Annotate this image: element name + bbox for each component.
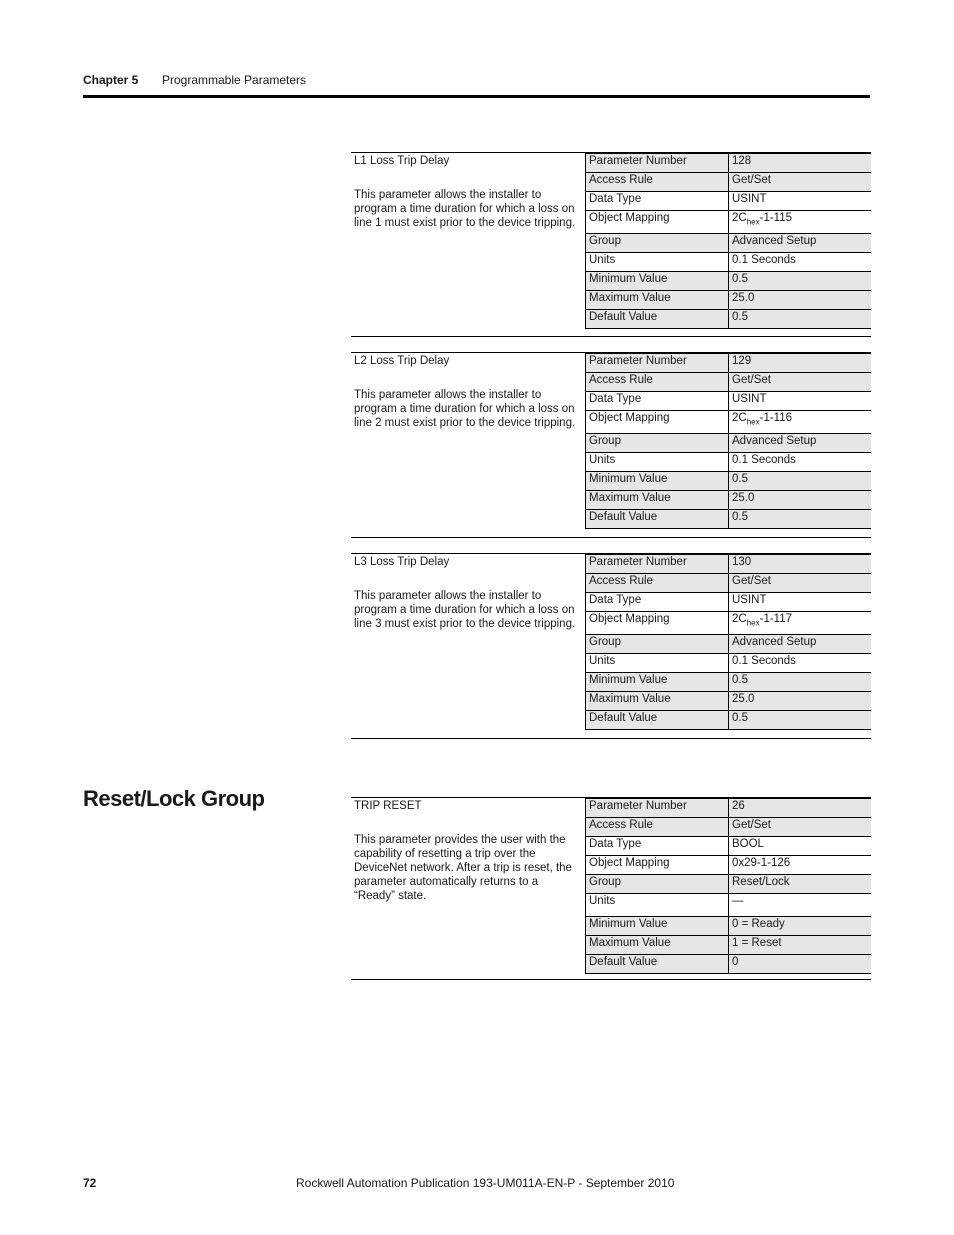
param-description: This parameter allows the installer to program a time duration for which a loss on line 2 must exist prior to the device tripping. — [354, 389, 576, 429]
attr-key: Access Rule — [586, 817, 729, 836]
param-name: TRIP RESET — [354, 800, 422, 812]
table-row — [586, 935, 872, 954]
table-row — [586, 817, 872, 836]
attr-value: 0.5 — [729, 672, 872, 691]
attr-value: — — [729, 893, 872, 916]
table-row — [586, 410, 872, 433]
attr-value: Get/Set — [729, 372, 872, 391]
attr-key: Units — [586, 252, 729, 271]
page-number: 72 — [83, 1176, 97, 1190]
mapping-subscript: hex — [746, 416, 760, 426]
table-row — [586, 210, 872, 233]
param-description-cell — [351, 797, 585, 903]
attr-value: Advanced Setup — [729, 634, 872, 653]
attr-value: 0 — [729, 954, 872, 973]
table-row — [586, 172, 872, 191]
mapping-suffix: -1-115 — [759, 211, 792, 224]
attr-value: Get/Set — [729, 172, 872, 191]
param-block-trip-reset — [351, 797, 871, 980]
param-description-cell — [351, 553, 585, 631]
attr-value: 0.5 — [729, 271, 872, 290]
attr-key: Access Rule — [586, 172, 729, 191]
attr-key: Data Type — [586, 191, 729, 210]
attr-key: Object Mapping — [586, 210, 729, 233]
param-attributes-table — [585, 797, 871, 974]
param-name: L2 Loss Trip Delay — [354, 355, 450, 367]
table-row — [586, 233, 872, 252]
param-attributes-table — [585, 152, 871, 329]
param-name: L3 Loss Trip Delay — [354, 556, 450, 568]
attr-key: Minimum Value — [586, 271, 729, 290]
table-row — [586, 391, 872, 410]
attr-value: 0.5 — [729, 309, 872, 328]
param-attributes-table — [585, 553, 871, 730]
table-row — [586, 954, 872, 973]
table-row — [586, 433, 872, 452]
attr-value: 25.0 — [729, 290, 872, 309]
attr-value: 0.1 Seconds — [729, 653, 872, 672]
param-attributes-table — [585, 352, 871, 529]
table-row — [586, 490, 872, 509]
param-block-l3-loss-trip-delay — [351, 553, 871, 739]
table-row — [586, 916, 872, 935]
attr-value: 0.1 Seconds — [729, 252, 872, 271]
table-row — [586, 691, 872, 710]
chapter-label: Chapter 5 — [83, 73, 139, 87]
attr-key: Units — [586, 653, 729, 672]
running-header — [83, 73, 306, 87]
attr-key: Maximum Value — [586, 290, 729, 309]
attr-key: Access Rule — [586, 372, 729, 391]
attr-key: Parameter Number — [586, 554, 729, 573]
table-row — [586, 271, 872, 290]
table-row — [586, 653, 872, 672]
attr-value: BOOL — [729, 836, 872, 855]
table-row — [586, 191, 872, 210]
table-row — [586, 452, 872, 471]
attr-value — [729, 410, 872, 433]
attr-value: 25.0 — [729, 490, 872, 509]
attr-value: 128 — [729, 153, 872, 172]
chapter-title: Programmable Parameters — [162, 73, 307, 87]
mapping-suffix: -1-116 — [759, 411, 792, 424]
attr-value: Advanced Setup — [729, 233, 872, 252]
table-row — [586, 672, 872, 691]
table-row — [586, 471, 872, 490]
attr-key: Object Mapping — [586, 410, 729, 433]
attr-key: Units — [586, 452, 729, 471]
table-row — [586, 836, 872, 855]
attr-key: Object Mapping — [586, 855, 729, 874]
attr-key: Data Type — [586, 592, 729, 611]
table-row — [586, 290, 872, 309]
attr-key: Maximum Value — [586, 691, 729, 710]
attr-value: 0.5 — [729, 471, 872, 490]
table-row — [586, 611, 872, 634]
attr-value: USINT — [729, 191, 872, 210]
attr-value: USINT — [729, 391, 872, 410]
attr-key: Access Rule — [586, 573, 729, 592]
attr-key: Parameter Number — [586, 353, 729, 372]
attr-key: Group — [586, 874, 729, 893]
attr-key: Minimum Value — [586, 672, 729, 691]
mapping-prefix: 2C — [732, 211, 747, 224]
attr-key: Default Value — [586, 710, 729, 729]
attr-value: 0x29-1-126 — [729, 855, 872, 874]
attr-value: 0.1 Seconds — [729, 452, 872, 471]
table-row — [586, 509, 872, 528]
attr-value: 129 — [729, 353, 872, 372]
mapping-suffix: -1-117 — [759, 612, 792, 625]
attr-key: Parameter Number — [586, 153, 729, 172]
attr-key: Default Value — [586, 954, 729, 973]
attr-key: Units — [586, 893, 729, 916]
attr-value — [729, 611, 872, 634]
param-name: L1 Loss Trip Delay — [354, 155, 450, 167]
attr-key: Maximum Value — [586, 935, 729, 954]
mapping-prefix: 2C — [732, 612, 747, 625]
attr-value: 0.5 — [729, 509, 872, 528]
attr-key: Minimum Value — [586, 916, 729, 935]
table-row — [586, 353, 872, 372]
attr-key: Object Mapping — [586, 611, 729, 634]
table-row — [586, 710, 872, 729]
param-description: This parameter allows the installer to program a time duration for which a loss on line 3 must exist prior to the device tripping. — [354, 590, 576, 630]
attr-key: Data Type — [586, 391, 729, 410]
param-description-cell — [351, 152, 585, 230]
table-row — [586, 573, 872, 592]
attr-value: 130 — [729, 554, 872, 573]
table-row — [586, 874, 872, 893]
attr-value: Get/Set — [729, 817, 872, 836]
attr-value: Get/Set — [729, 573, 872, 592]
attr-key: Group — [586, 433, 729, 452]
table-row — [586, 252, 872, 271]
param-block-l2-loss-trip-delay — [351, 352, 871, 538]
table-row — [586, 893, 872, 916]
param-description: This parameter provides the user with the capability of resetting a trip over the DeviceNet network. After a trip is reset, the parameter automatically returns to a “Ready” state. — [354, 834, 572, 902]
param-block-l1-loss-trip-delay — [351, 152, 871, 337]
attr-key: Default Value — [586, 509, 729, 528]
attr-value: 1 = Reset — [729, 935, 872, 954]
header-rule — [83, 95, 870, 98]
attr-value: 26 — [729, 798, 872, 817]
param-description-cell — [351, 352, 585, 430]
mapping-prefix: 2C — [732, 411, 747, 424]
attr-value: Advanced Setup — [729, 433, 872, 452]
attr-key: Parameter Number — [586, 798, 729, 817]
attr-key: Default Value — [586, 309, 729, 328]
attr-key: Minimum Value — [586, 471, 729, 490]
attr-value: 25.0 — [729, 691, 872, 710]
attr-value: 0 = Ready — [729, 916, 872, 935]
attr-key: Group — [586, 634, 729, 653]
attr-key: Data Type — [586, 836, 729, 855]
publication-info: Rockwell Automation Publication 193-UM011A-EN-P - September 2010 — [296, 1176, 675, 1190]
mapping-subscript: hex — [746, 216, 760, 226]
table-row — [586, 592, 872, 611]
table-row — [586, 798, 872, 817]
table-row — [586, 372, 872, 391]
attr-value: USINT — [729, 592, 872, 611]
attr-key: Group — [586, 233, 729, 252]
attr-key: Maximum Value — [586, 490, 729, 509]
attr-value: Reset/Lock — [729, 874, 872, 893]
table-row — [586, 153, 872, 172]
table-row — [586, 309, 872, 328]
param-description: This parameter allows the installer to program a time duration for which a loss on line 1 must exist prior to the device tripping. — [354, 189, 576, 229]
section-title: Reset/Lock Group — [83, 786, 265, 811]
attr-value: 0.5 — [729, 710, 872, 729]
attr-value — [729, 210, 872, 233]
table-row — [586, 634, 872, 653]
mapping-subscript: hex — [746, 617, 760, 627]
table-row — [586, 554, 872, 573]
table-row — [586, 855, 872, 874]
